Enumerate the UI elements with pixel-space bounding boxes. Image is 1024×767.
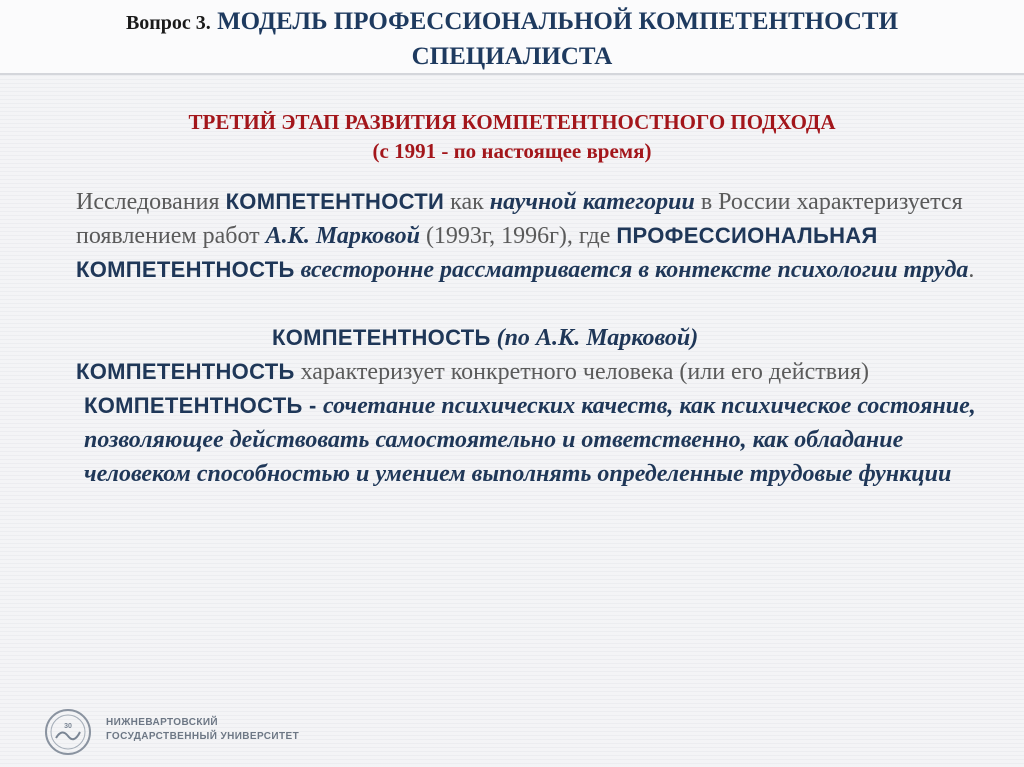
page-title <box>0 5 1024 74</box>
paragraph-characterizes <box>76 355 996 389</box>
term-competence-2: КОМПЕТЕНТНОСТЬ <box>76 359 295 384</box>
text-period: . <box>968 257 975 283</box>
subheading-line-1: ТРЕТИЙ ЭТАП РАЗВИТИЯ КОМПЕТЕНТНОСТНОГО ПОДХОДА <box>188 110 836 134</box>
text-research: Исследования <box>76 189 226 215</box>
definition-dash: - <box>302 393 324 418</box>
text-in-russia: в России характеризуется появлением работ <box>76 189 963 249</box>
term-competence-3: КОМПЕТЕНТНОСТЬ <box>84 393 303 418</box>
term-professional-competence: ПРОФЕССИОНАЛЬНАЯ КОМПЕТЕНТНОСТЬ <box>76 223 878 282</box>
definition-text: сочетание психических качеств, как психическое состояние, позволяющее действовать самостоятельно и ответственно, как обладание человеком способностью и умением выполнять определенные трудовые функции <box>84 393 976 487</box>
slide-body <box>76 185 996 491</box>
slide-footer <box>0 688 1024 767</box>
term-competence: КОМПЕТЕНТНОСТИ <box>225 189 445 214</box>
text-characterizes: характеризует конкретного человека (или его действия) <box>294 359 869 385</box>
subheading-line-2: (с 1991 - по настоящее время) <box>372 139 652 163</box>
question-prefix: Вопрос 3. <box>125 12 211 34</box>
heading-competence: КОМПЕТЕНТНОСТЬ <box>272 325 491 350</box>
author-markova: А.К. Марковой <box>265 223 420 249</box>
university-logo-icon <box>44 708 92 756</box>
title-line-2: СПЕЦИАЛИСТА <box>411 43 613 70</box>
paragraph-research <box>76 185 996 287</box>
term-scientific-category: научной категории <box>489 189 695 215</box>
logo-number: 30 <box>64 723 72 730</box>
text-as: как <box>444 189 490 215</box>
title-line-1: МОДЕЛЬ ПРОФЕССИОНАЛЬНОЙ КОМПЕТЕНТНОСТИ <box>217 8 899 35</box>
university-name-line-1: НИЖНЕВАРТОВСКИЙ <box>106 717 219 728</box>
text-psychology-of-labor: всесторонне рассматривается в контексте психологии труда <box>294 257 969 283</box>
heading-attribution: (по А.К. Марковой) <box>490 325 699 351</box>
university-name <box>106 716 299 744</box>
paragraph-definition <box>76 389 996 491</box>
text-years: (1993г, 1996г), где <box>419 223 617 249</box>
slide-header <box>0 0 1024 75</box>
definition-heading <box>76 321 996 355</box>
section-subheading <box>0 108 1024 166</box>
university-name-line-2: ГОСУДАРСТВЕННЫЙ УНИВЕРСИТЕТ <box>106 731 300 742</box>
